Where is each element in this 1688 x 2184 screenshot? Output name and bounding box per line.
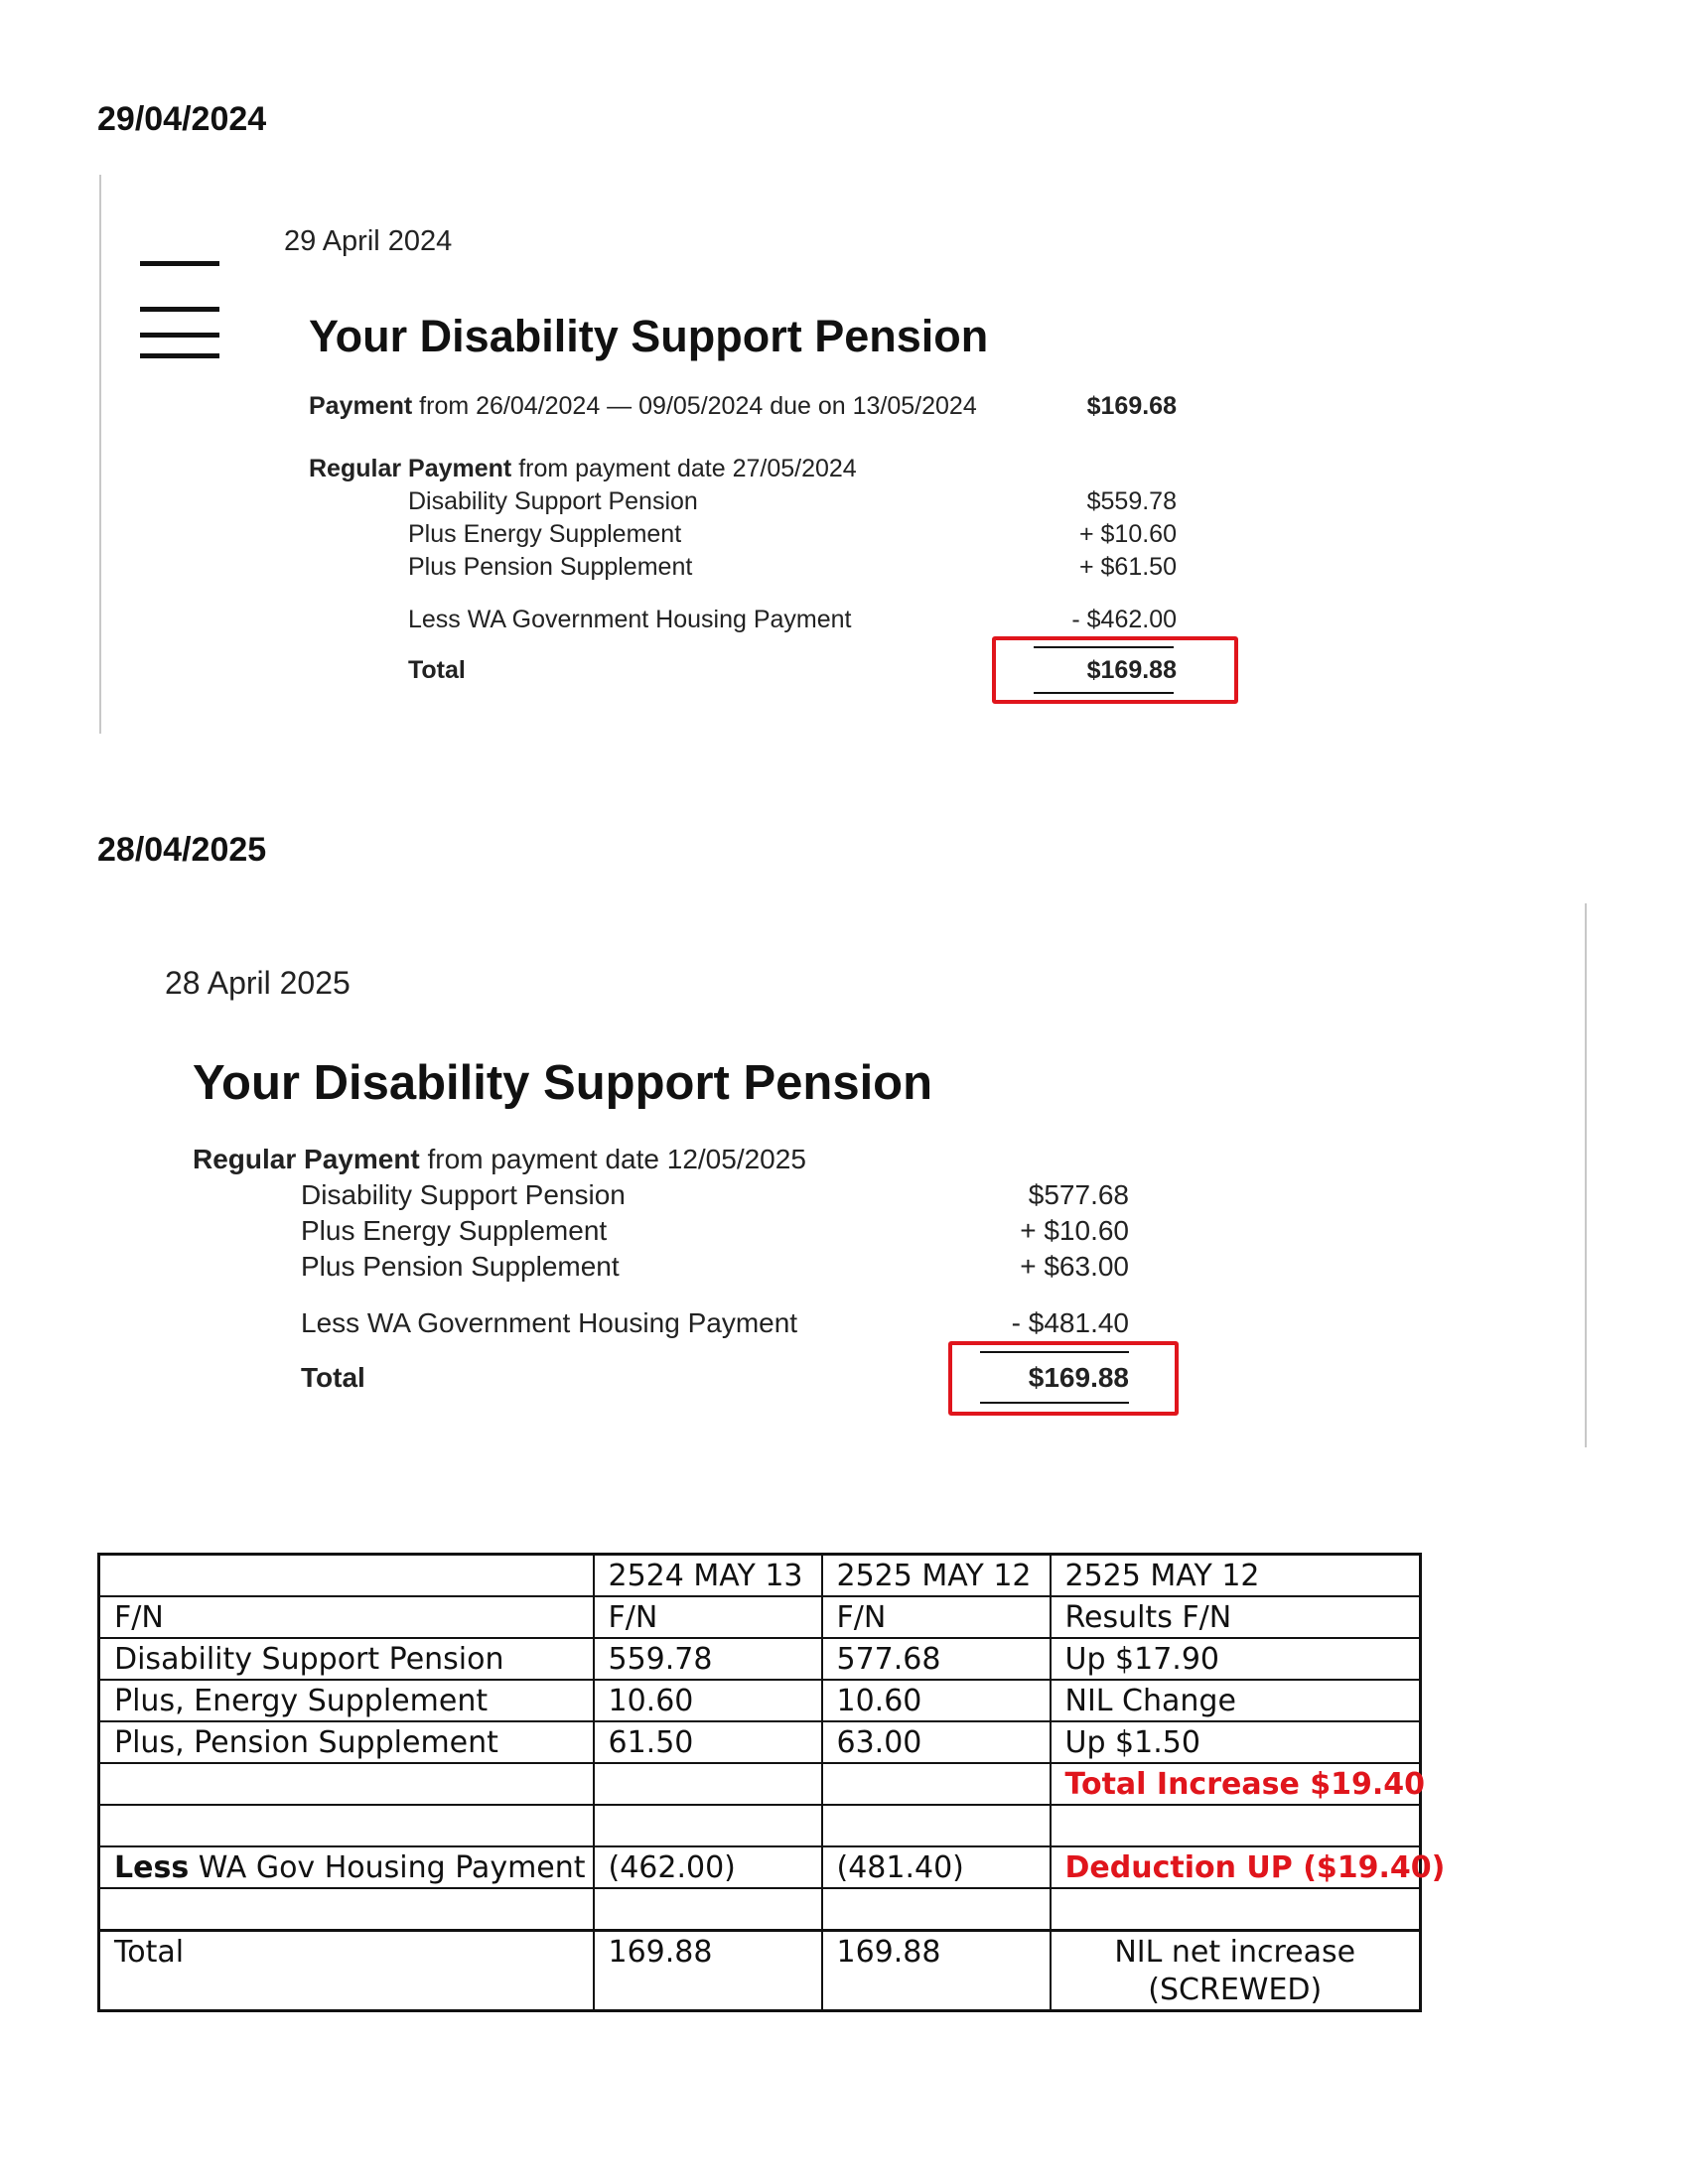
table-header-row — [99, 1555, 1421, 1597]
table-cell — [594, 1805, 822, 1846]
regular-payment-text: from payment date 27/05/2024 — [518, 455, 857, 482]
letter-2025-right-rule — [1585, 903, 1587, 1447]
payment-label: Payment — [309, 392, 413, 420]
table-cell: NIL Change — [1051, 1680, 1421, 1721]
table-cell — [822, 1888, 1051, 1930]
table-cell — [822, 1805, 1051, 1846]
payment-text: from 26/04/2024 — 09/05/2024 due on 13/05/2024 — [419, 392, 977, 420]
net-result-cell — [1051, 1930, 1421, 2010]
table-row — [99, 1888, 1421, 1930]
table-row — [99, 1680, 1421, 1721]
table-cell: 559.78 — [594, 1638, 822, 1680]
payment-amount: $169.68 — [1086, 392, 1177, 420]
less-housing-amount: - $462.00 — [1071, 606, 1177, 633]
table-cell: F/N — [822, 1596, 1051, 1638]
table-cell — [594, 1763, 822, 1805]
letter-title: Your Disability Support Pension — [193, 1056, 933, 1110]
regular-payment-line — [309, 455, 857, 483]
letter-date: 29 April 2024 — [284, 225, 453, 257]
net-result-line1: NIL net increase — [1114, 1934, 1356, 1970]
table-total-row — [99, 1930, 1421, 2010]
table-cell — [99, 1763, 594, 1805]
table-cell: F/N — [594, 1596, 822, 1638]
section2-heading: 28/04/2025 — [97, 831, 267, 869]
table-cell — [99, 1888, 594, 1930]
table-cell: 169.88 — [822, 1930, 1051, 2010]
table-cell — [594, 1888, 822, 1930]
comparison-table — [97, 1553, 1446, 2012]
table-row — [99, 1763, 1421, 1805]
table-cell: 577.68 — [822, 1638, 1051, 1680]
table-cell: Plus, Pension Supplement — [99, 1721, 594, 1763]
less-housing-amount: - $481.40 — [1011, 1307, 1129, 1338]
table-row — [99, 1721, 1421, 1763]
deduction-cell: Deduction UP ($19.40) — [1051, 1846, 1421, 1888]
item-amount: + $61.50 — [1078, 553, 1177, 581]
item-amount: $559.78 — [1086, 487, 1177, 515]
table-cell — [99, 1555, 594, 1597]
table-cell: F/N — [99, 1596, 594, 1638]
total-amount: $169.88 — [1028, 1362, 1129, 1393]
table-header-cell: 2525 MAY 12 — [822, 1555, 1051, 1597]
table-cell: Up $17.90 — [1051, 1638, 1421, 1680]
table-cell — [1051, 1805, 1421, 1846]
table-header-cell: 2524 MAY 13 — [594, 1555, 822, 1597]
table-cell: 63.00 — [822, 1721, 1051, 1763]
table-cell — [99, 1805, 594, 1846]
table-row — [99, 1638, 1421, 1680]
item-label: Disability Support Pension — [301, 1179, 626, 1210]
net-result-line2: (SCREWED) — [1148, 1972, 1323, 2007]
item-label: Plus Energy Supplement — [301, 1215, 608, 1246]
table-cell: Total — [99, 1930, 594, 2010]
table-cell: 10.60 — [822, 1680, 1051, 1721]
table-cell: (462.00) — [594, 1846, 822, 1888]
total-label: Total — [408, 656, 466, 684]
table-cell: 61.50 — [594, 1721, 822, 1763]
table-row — [99, 1805, 1421, 1846]
item-label: Plus Energy Supplement — [408, 520, 682, 548]
letter-2024-left-rule — [99, 175, 101, 734]
table-cell: Up $1.50 — [1051, 1721, 1421, 1763]
item-label: Plus Pension Supplement — [301, 1251, 620, 1282]
table-cell: 169.88 — [594, 1930, 822, 2010]
regular-payment-label: Regular Payment — [309, 455, 512, 482]
table-cell: 10.60 — [594, 1680, 822, 1721]
table-cell: Plus, Energy Supplement — [99, 1680, 594, 1721]
table-row — [99, 1596, 1421, 1638]
table-header-cell: 2525 MAY 12 — [1051, 1555, 1421, 1597]
table-cell: Disability Support Pension — [99, 1638, 594, 1680]
table-row — [99, 1846, 1421, 1888]
table-cell: Results F/N — [1051, 1596, 1421, 1638]
item-amount: $577.68 — [1028, 1179, 1129, 1210]
total-label: Total — [301, 1362, 365, 1393]
table-cell — [822, 1763, 1051, 1805]
table-cell: (481.40) — [822, 1846, 1051, 1888]
regular-payment-line — [193, 1144, 806, 1175]
item-amount: + $10.60 — [1020, 1215, 1129, 1246]
payment-line — [309, 392, 977, 421]
letter-title: Your Disability Support Pension — [309, 311, 989, 361]
total-increase-cell: Total Increase $19.40 — [1051, 1763, 1421, 1805]
letter-date: 28 April 2025 — [165, 965, 351, 1001]
section1-heading: 29/04/2024 — [97, 100, 267, 138]
total-highlight-box — [992, 636, 1238, 704]
regular-payment-label: Regular Payment — [193, 1144, 420, 1174]
table-cell — [1051, 1888, 1421, 1930]
item-amount: + $10.60 — [1078, 520, 1177, 548]
less-housing-cell: Less WA Gov Housing Payment — [99, 1846, 594, 1888]
less-housing-label: Less WA Government Housing Payment — [408, 606, 852, 633]
item-amount: + $63.00 — [1020, 1251, 1129, 1282]
total-highlight-box — [948, 1341, 1179, 1416]
less-housing-label: Less WA Government Housing Payment — [301, 1307, 798, 1338]
regular-payment-text: from payment date 12/05/2025 — [427, 1144, 806, 1174]
item-label: Plus Pension Supplement — [408, 553, 693, 581]
item-label: Disability Support Pension — [408, 487, 698, 515]
total-amount: $169.88 — [1086, 656, 1177, 684]
